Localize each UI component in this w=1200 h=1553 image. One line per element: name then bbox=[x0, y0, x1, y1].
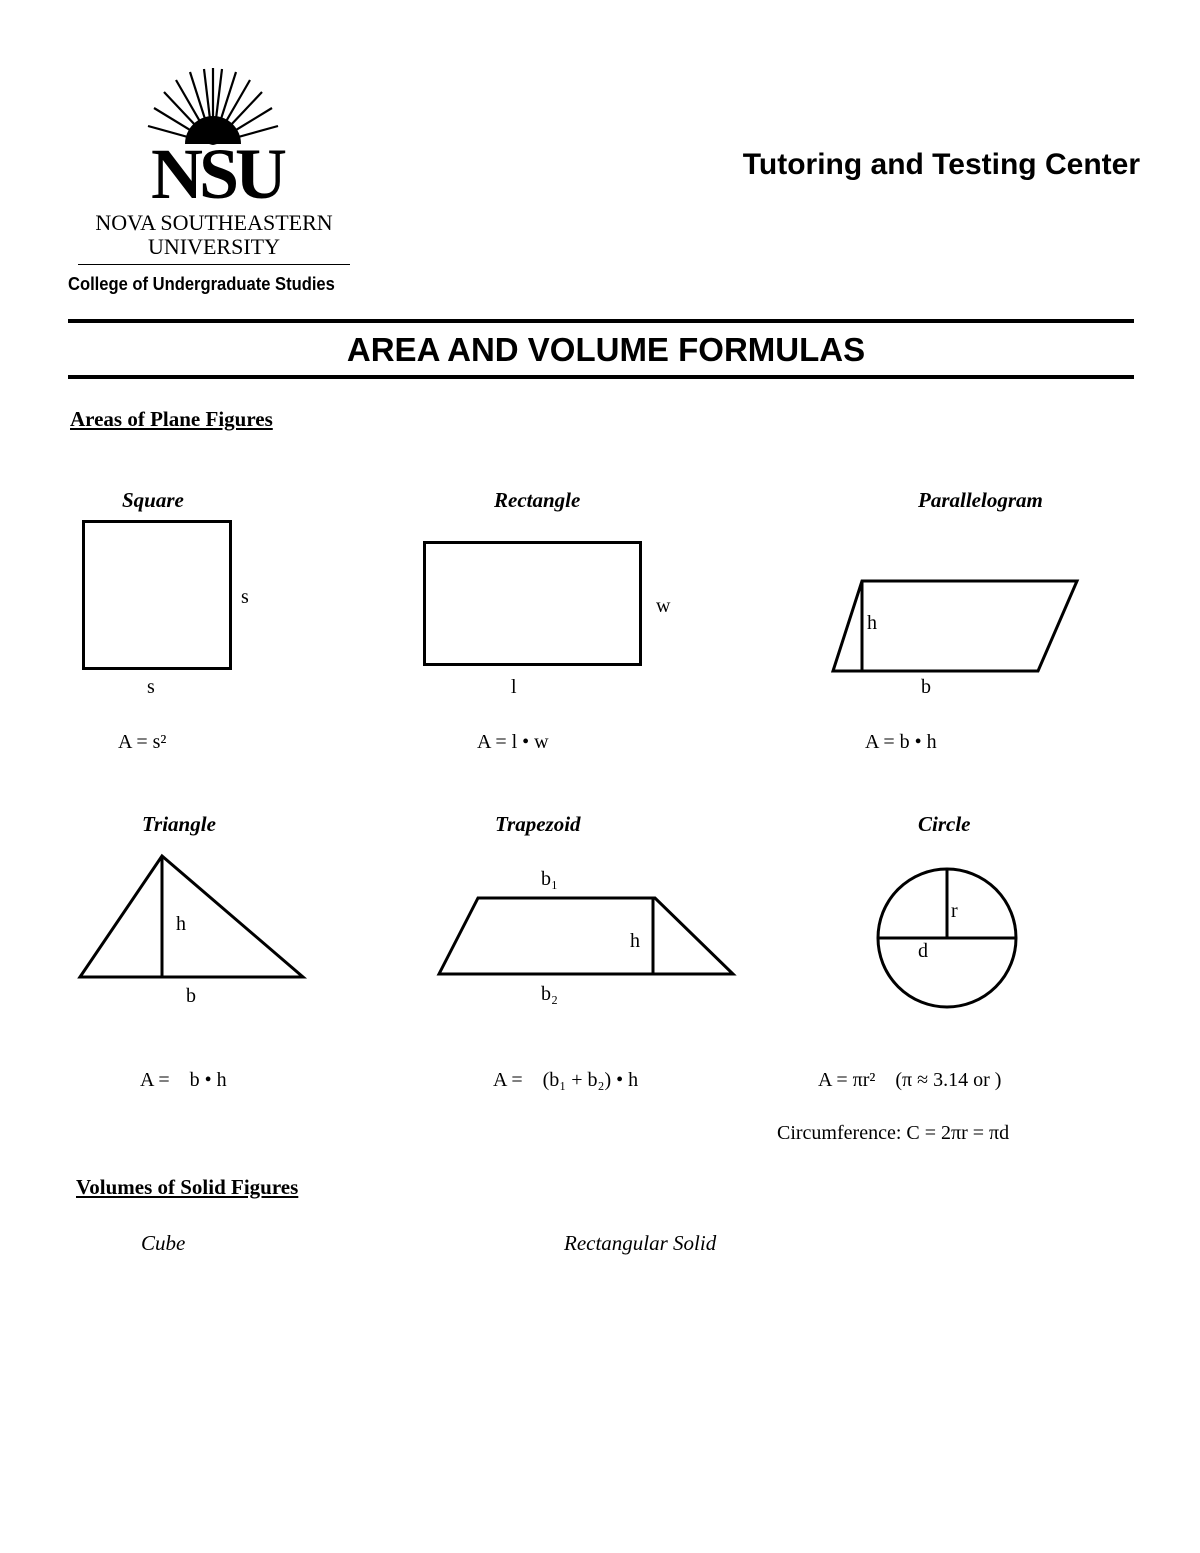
rectangle-shape bbox=[423, 541, 642, 666]
title-rule-top bbox=[68, 319, 1134, 323]
rectangle-length-label: l bbox=[511, 676, 517, 698]
circle-radius-label: r bbox=[951, 900, 958, 922]
triangle-base-label: b bbox=[186, 985, 196, 1007]
circle-diameter-label: d bbox=[918, 940, 928, 962]
rectangle-title: Rectangle bbox=[494, 488, 581, 512]
trapezoid-formula: A = (b₁ + b₂) • h bbox=[493, 1069, 639, 1091]
logo-divider bbox=[78, 264, 350, 265]
square-formula: A = s² bbox=[118, 731, 167, 753]
parallelogram-height-label: h bbox=[867, 612, 877, 634]
triangle-height-label: h bbox=[176, 913, 186, 935]
square-base-label: s bbox=[147, 676, 155, 698]
triangle-formula: A = b • h bbox=[140, 1069, 227, 1091]
page-title: AREA AND VOLUME FORMULAS bbox=[346, 331, 866, 368]
trapezoid-bottom-base-label: b₂ bbox=[541, 983, 558, 1005]
triangle-shape bbox=[78, 853, 306, 981]
rectangle-formula: A = l • w bbox=[477, 731, 549, 753]
square-title: Square bbox=[122, 488, 184, 512]
trapezoid-top-base-label: b₁ bbox=[541, 868, 558, 890]
volumes-heading: Volumes of Solid Figures bbox=[76, 1175, 299, 1199]
title-rule-bottom bbox=[68, 375, 1134, 379]
parallelogram-formula: A = b • h bbox=[865, 731, 937, 753]
logo-line-2: UNIVERSITY bbox=[148, 234, 280, 259]
logo-mark: NSU bbox=[150, 134, 284, 214]
square-shape bbox=[82, 520, 232, 670]
triangle-title: Triangle bbox=[142, 812, 216, 836]
logo-line-3: College of Undergraduate Studies bbox=[68, 274, 335, 294]
circle-shape bbox=[875, 866, 1019, 1010]
rectangular-solid-title: Rectangular Solid bbox=[564, 1231, 717, 1255]
areas-heading: Areas of Plane Figures bbox=[70, 407, 273, 431]
circumference-formula: Circumference: C = 2πr = πd bbox=[777, 1122, 1010, 1144]
trapezoid-title: Trapezoid bbox=[495, 812, 581, 836]
rectangle-width-label: w bbox=[656, 595, 671, 617]
trapezoid-height-label: h bbox=[630, 930, 640, 952]
parallelogram-base-label: b bbox=[921, 676, 931, 698]
circle-title: Circle bbox=[918, 812, 971, 836]
parallelogram-title: Parallelogram bbox=[918, 488, 1043, 512]
square-side-label: s bbox=[241, 586, 249, 608]
cube-title: Cube bbox=[141, 1231, 186, 1255]
center-name: Tutoring and Testing Center bbox=[742, 148, 1140, 181]
circle-formula: A = πr² (π ≈ 3.14 or ) bbox=[818, 1069, 1002, 1091]
logo-line-1: NOVA SOUTHEASTERN bbox=[95, 210, 333, 235]
trapezoid-shape bbox=[436, 895, 736, 977]
